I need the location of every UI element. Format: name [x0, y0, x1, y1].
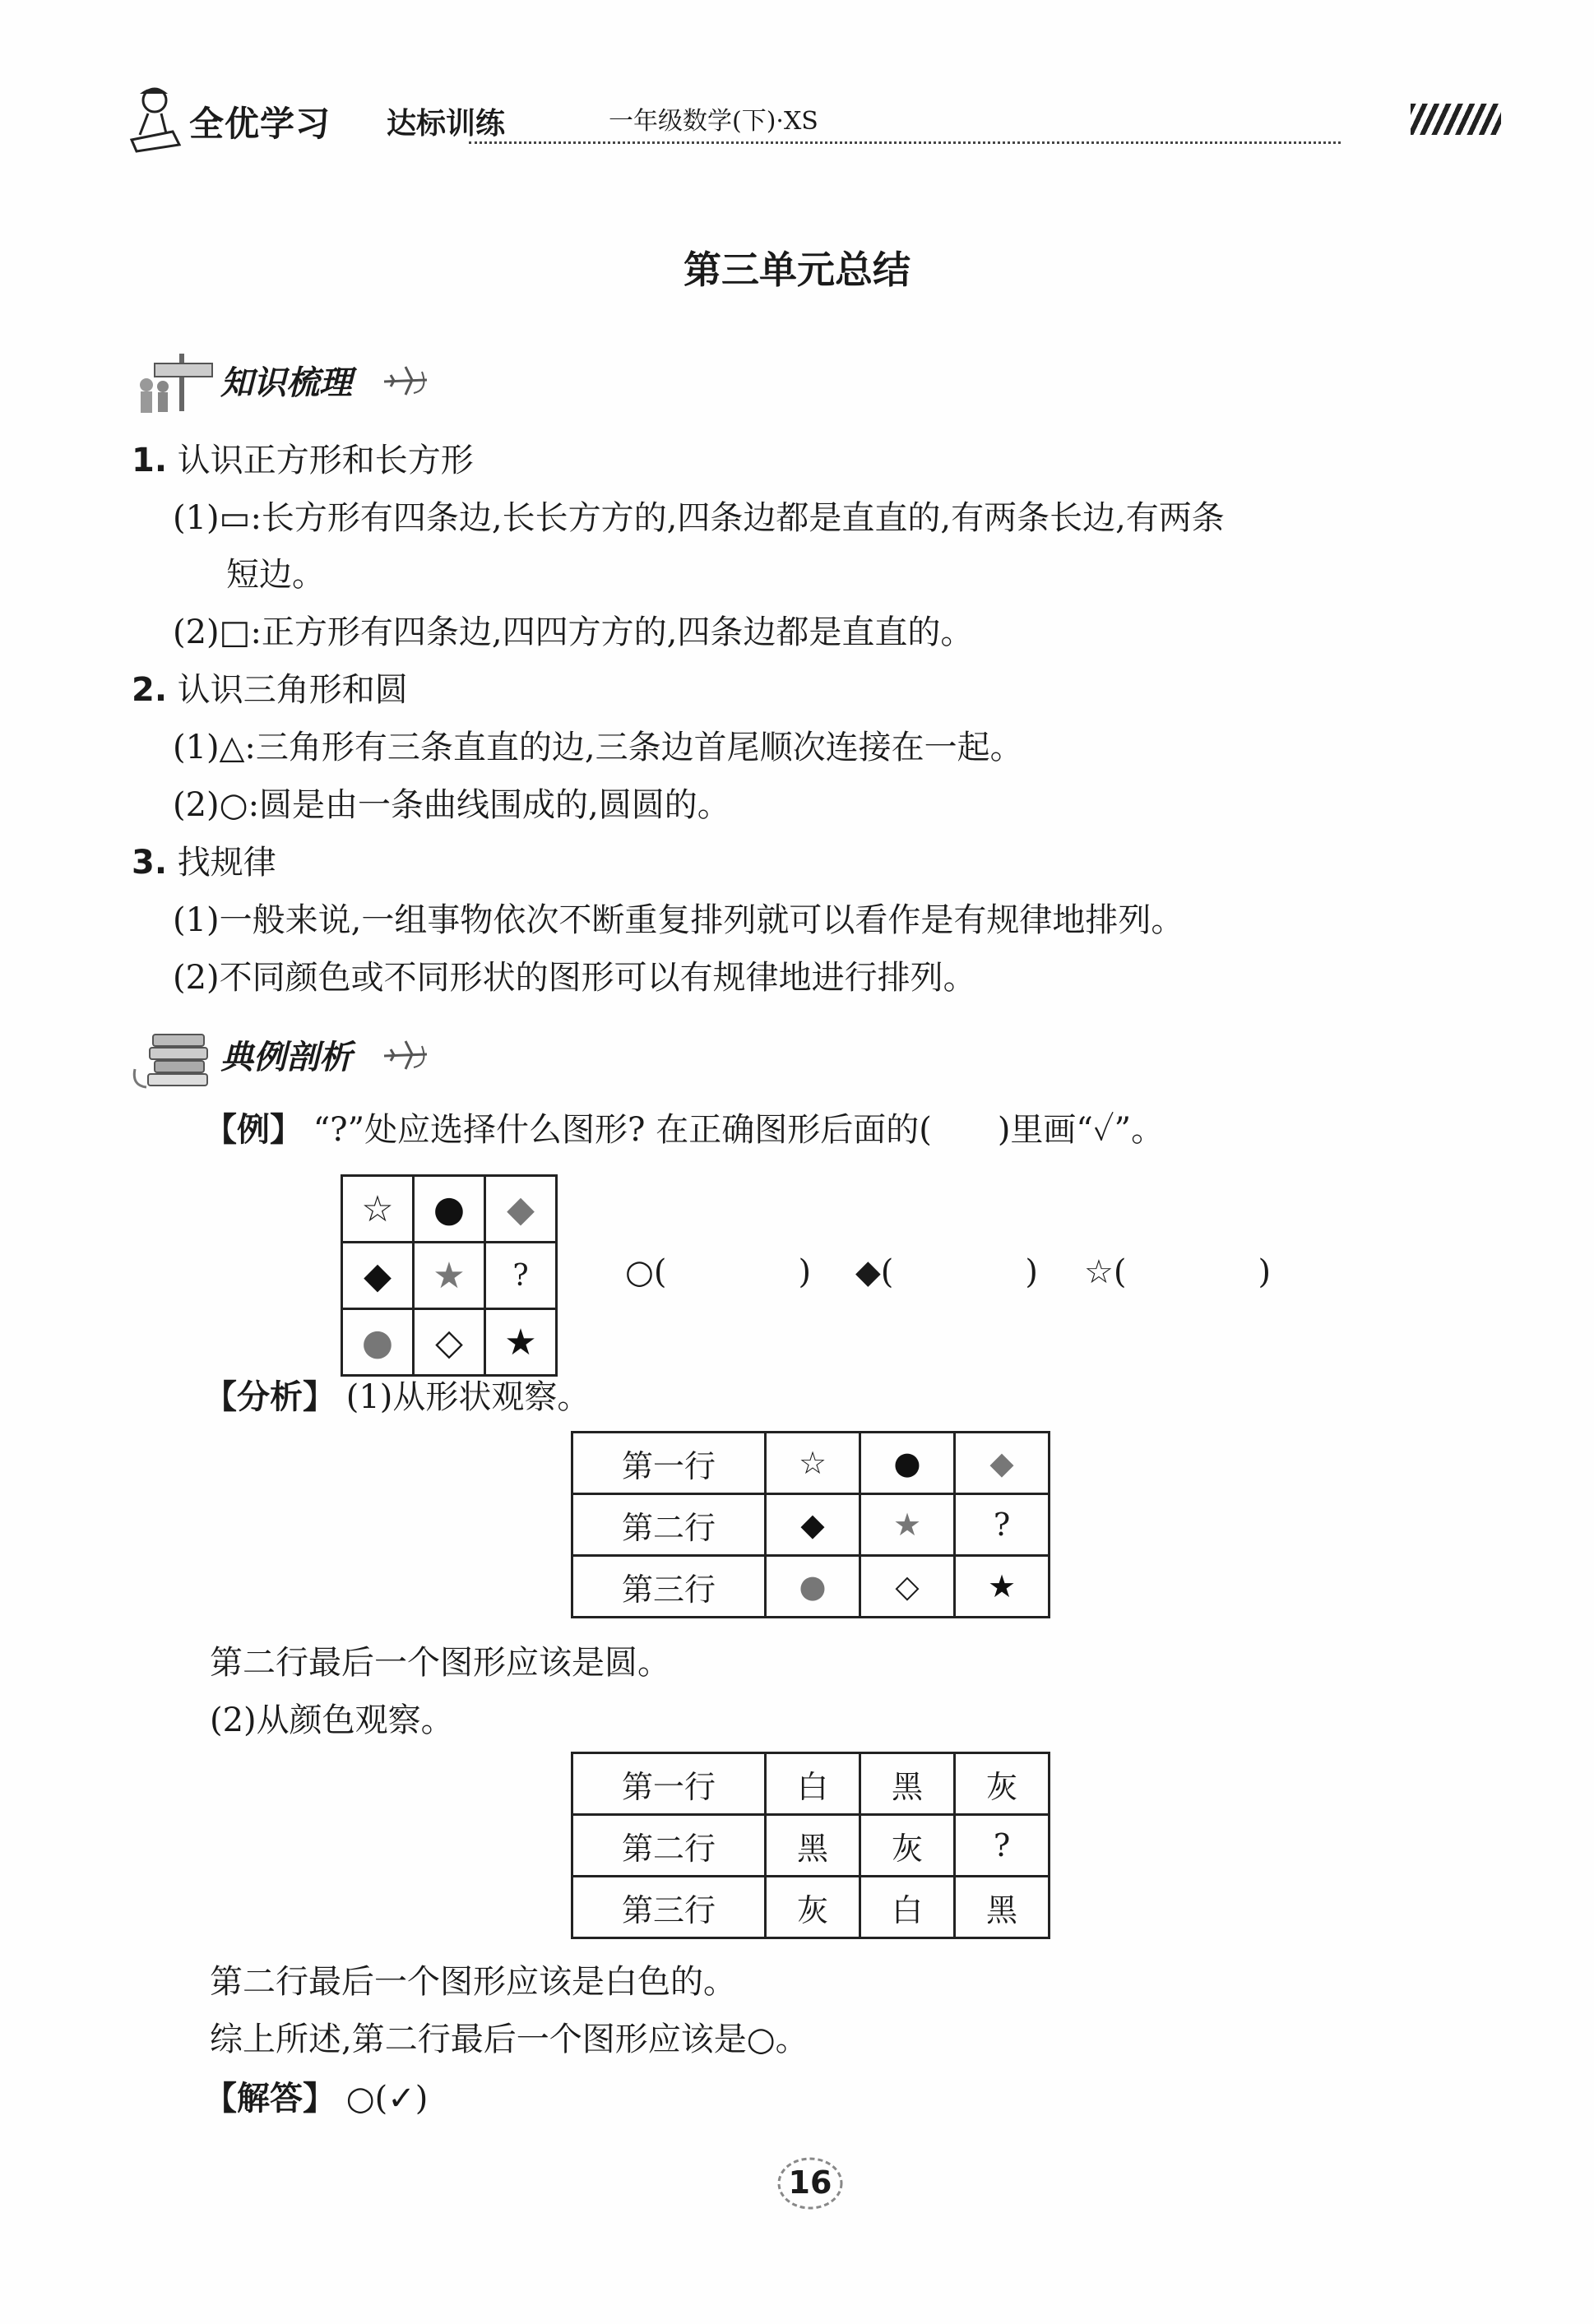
option-star[interactable]: ☆( ) — [1084, 1253, 1272, 1291]
grid-cell: ? — [485, 1243, 557, 1309]
knowledge-item-2-sub-1: (1)△:三角形有三条直直的边,三条边首尾顺次连接在一起。 — [173, 729, 1023, 766]
analysis-step-1: 【分析】 (1)从形状观察。 — [204, 1378, 591, 1416]
table-cell: ● — [766, 1556, 860, 1618]
table-cell: ★ — [955, 1556, 1050, 1618]
table-cell: ◆ — [955, 1433, 1050, 1494]
header-stripes — [1411, 104, 1501, 135]
example-question — [204, 1110, 1164, 1150]
row-label: 第一行 — [572, 1433, 766, 1494]
analysis-conclusion-2: 第二行最后一个图形应该是白色的。 — [210, 1963, 736, 2001]
knowledge-item-1-sub-2: (2)□:正方形有四条边,四四方方的,四条边都是直直的。 — [173, 613, 974, 651]
shape-analysis-table — [571, 1431, 1050, 1618]
page-header — [115, 82, 1497, 156]
table-cell: 灰 — [955, 1753, 1050, 1815]
table-cell: ? — [955, 1815, 1050, 1877]
book-title: 一年级数学(下)·XS — [609, 107, 818, 136]
row-label: 第三行 — [572, 1877, 766, 1938]
knowledge-item-1-sub-1-cont: 短边。 — [226, 556, 325, 594]
reading-child-icon — [115, 82, 188, 156]
grid-cell: ◆ — [342, 1243, 414, 1309]
page-number-text: 16 — [788, 2164, 832, 2201]
table-cell: 黑 — [766, 1815, 860, 1877]
section-head-knowledge — [130, 345, 443, 411]
grid-cell: ★ — [414, 1243, 485, 1309]
brand-subtitle: 达标训练 — [387, 107, 506, 141]
section-title: 典例剖析 — [220, 1039, 352, 1076]
row-label: 第一行 — [572, 1753, 766, 1815]
knowledge-item-3-sub-2: (2)不同颜色或不同形状的图形可以有规律地进行排列。 — [173, 959, 976, 997]
answer-text: ○(✓) — [345, 2080, 429, 2118]
grid-cell: ● — [342, 1309, 414, 1376]
grid-cell: ● — [414, 1176, 485, 1243]
table-cell: 白 — [860, 1877, 955, 1938]
knowledge-item-2: 2. 认识三角形和圆 — [132, 671, 408, 709]
table-cell: 白 — [766, 1753, 860, 1815]
example-question-text: “?”处应选择什么图形? 在正确图形后面的( )里画“✓”。 — [313, 1111, 1165, 1149]
knowledge-item-2-sub-2: (2)○:圆是由一条曲线围成的,圆圆的。 — [173, 786, 730, 824]
knowledge-item-1: 1. 认识正方形和长方形 — [132, 442, 474, 479]
example-shape-grid — [341, 1174, 558, 1377]
row-label: 第三行 — [572, 1556, 766, 1618]
page-title: 第三单元总结 — [683, 248, 911, 292]
header-dotted-rule — [469, 141, 1341, 144]
table-cell: ◆ — [766, 1494, 860, 1556]
table-cell: ★ — [860, 1494, 955, 1556]
books-icon — [130, 1020, 220, 1094]
table-cell: 黑 — [860, 1753, 955, 1815]
example-tag: 【例】 — [204, 1111, 303, 1149]
answer-tag: 【解答】 — [204, 2080, 336, 2118]
airplane-icon — [381, 360, 430, 401]
row-label: 第二行 — [572, 1815, 766, 1877]
table-cell: ? — [955, 1494, 1050, 1556]
table-cell: ● — [860, 1433, 955, 1494]
signpost-icon — [130, 345, 220, 419]
knowledge-item-3: 3. 找规律 — [132, 844, 276, 882]
option-circle[interactable]: ○( ) — [625, 1253, 812, 1291]
table-cell: 灰 — [860, 1815, 955, 1877]
answer-line — [204, 2079, 428, 2118]
grid-cell: ★ — [485, 1309, 557, 1376]
knowledge-item-1-sub-1: (1)▭:长方形有四条边,长长方方的,四条边都是直直的,有两条长边,有两条 — [173, 499, 1225, 537]
brand-name: 全优学习 — [189, 104, 331, 144]
analysis-step-2: (2)从颜色观察。 — [210, 1701, 454, 1739]
option-diamond[interactable]: ◆( ) — [855, 1253, 1038, 1291]
color-analysis-table — [571, 1752, 1050, 1939]
row-label: 第二行 — [572, 1494, 766, 1556]
table-cell: 灰 — [766, 1877, 860, 1938]
section-head-examples — [130, 1020, 443, 1086]
analysis-tag: 【分析】 — [204, 1378, 336, 1416]
knowledge-item-3-sub-1: (1)一般来说,一组事物依次不断重复排列就可以看作是有规律地排列。 — [173, 901, 1184, 939]
table-cell: 黑 — [955, 1877, 1050, 1938]
grid-cell: ☆ — [342, 1176, 414, 1243]
grid-cell: ◆ — [485, 1176, 557, 1243]
page-number — [773, 2155, 847, 2212]
analysis-conclusion-1: 第二行最后一个图形应该是圆。 — [210, 1644, 670, 1682]
grid-cell: ◇ — [414, 1309, 485, 1376]
table-cell: ◇ — [860, 1556, 955, 1618]
table-cell: ☆ — [766, 1433, 860, 1494]
airplane-icon — [381, 1035, 430, 1076]
section-title: 知识梳理 — [220, 364, 352, 402]
analysis-summary: 综上所述,第二行最后一个图形应该是○。 — [210, 2021, 809, 2058]
